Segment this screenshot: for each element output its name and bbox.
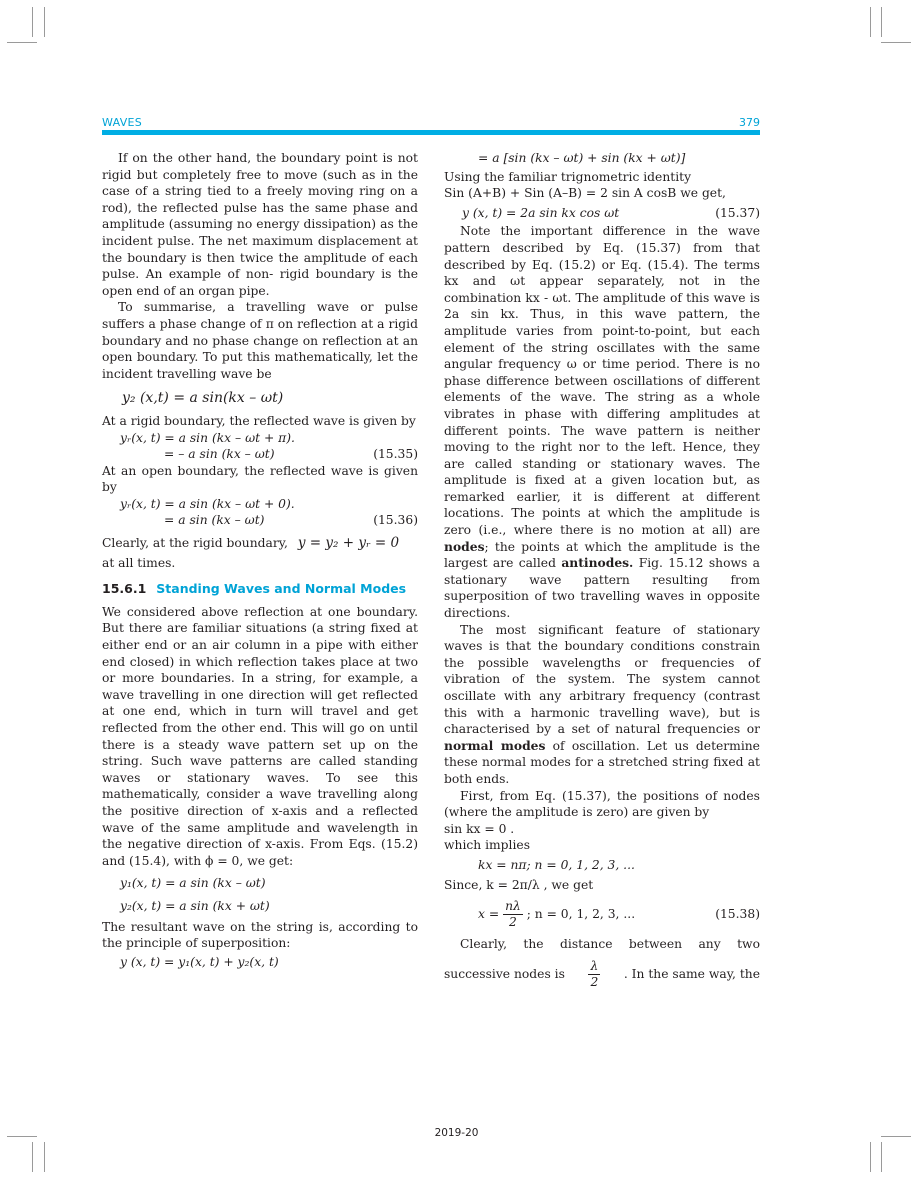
page-number: 379 [739,116,760,129]
denominator: 2 [509,915,517,930]
footer-year: 2019-20 [434,1127,479,1139]
rigid-boundary-line [102,535,418,552]
numerator: λ [588,959,600,975]
equation-incident: y₂ (x,t) = a sin(kx – ωt) [122,390,284,407]
paragraph [444,622,760,788]
text-line: Since, k = 2π/λ , we get [444,877,594,892]
paragraph: At a rigid boundary, the reflected wave is given by [102,413,416,428]
paragraph: First, from Eq. (15.37), the positions of nodes (where the amplitude is zero) are given by [444,788,760,820]
equation-text: = a sin (kx – ωt) [164,513,265,528]
crop-mark [881,42,911,43]
paragraph: If on the other hand, the boundary point is not rigid but completely free to move (such as in the case of a string tied to a freely moving ring on a rod), the reflected pulse has the same phase and amplitude (assuming no energy dissipation) as the incident pulse. The net maximum displacement at the boundary is then twice the amplitude of each pulse. An example of non- rigid boundary is the open end of an organ pipe. [102,151,418,298]
page-header [102,116,760,136]
right-column [444,150,760,990]
left-column [102,150,418,970]
text: ; the points at which the amplitude is the largest are called [444,539,760,571]
equation-superposition: y (x, t) = y₁(x, t) + y₂(x, t) [120,954,279,969]
equation-standing [444,205,760,222]
text-line: at all times. [102,555,176,570]
equation-kx: kx = nπ; n = 0, 1, 2, 3, ... [478,857,635,872]
paragraph: The resultant wave on the string is, according to the principle of superposition: [102,919,418,951]
crop-mark [870,7,871,37]
equation-number: (15.36) [373,513,418,528]
text: . In the same way, the [623,966,760,981]
subsection-heading [102,581,418,598]
equation-rigid-2 [102,446,418,463]
fraction [588,959,600,990]
crop-mark [44,1142,45,1172]
crop-mark [7,42,37,43]
paragraph [444,223,760,621]
heading-title: Standing Waves and Normal Modes [156,581,407,597]
numerator: nλ [505,899,521,914]
equation-open-1: yᵣ(x, t) = a sin (kx – ωt + 0). [120,496,295,511]
equation-lhs: x = [478,907,500,922]
text: of oscillation. Let us determine these normal modes for a stretched string fixed at both ends. [444,738,760,786]
equation-open-2 [102,512,418,529]
text: Clearly, at the rigid boundary, [102,536,288,551]
text-line: Sin (A+B) + Sin (A–B) = 2 sin A cosB we get, [444,186,726,201]
paragraph: To summarise, a travelling wave or pulse suffers a phase change of π on reflection at a rigid boundary and no phase change on reflection at an open boundary. To put this mathematically, let the incident travelling wave be [102,300,418,381]
text: The most significant feature of stationary waves is that the boundary conditions constrain the possible wavelengths or frequencies of vibration of the system. The system cannot oscillate with any arbitrary frequency (contrast this with a harmonic travelling wave), but is characterised by a set of natural frequencies or [444,622,760,737]
term-antinodes: antinodes. [561,555,634,571]
section-title: WAVES [102,116,143,129]
equation-body [478,899,635,930]
paragraph: At an open boundary, the reflected wave is given by [102,463,418,495]
header-rule [102,130,760,135]
equation-rigid-1: yᵣ(x, t) = a sin (kx – ωt + π). [120,430,295,445]
crop-mark [870,1142,871,1172]
text-line: which implies [444,838,531,853]
equation-number: (15.38) [715,907,760,922]
text-line [444,959,760,990]
equation-text: y (x, t) = 2a sin kx cos ωt [462,205,620,220]
fraction [503,899,523,930]
text: successive nodes is [444,966,565,981]
paragraph: Clearly, the distance between any two [460,937,760,952]
equation-y2: y₂(x, t) = a sin (kx + ωt) [120,898,270,913]
equation-node-positions [444,899,760,930]
crop-mark [32,7,33,37]
equation-number: (15.35) [373,447,418,462]
term-normal-modes: normal modes [444,737,546,753]
equation-text: = – a sin (kx – ωt) [164,447,275,462]
equation-sum-continued: = a [sin (kx – ωt) + sin (kx + ωt)] [478,151,686,165]
text: Note the important difference in the wave pattern described by Eq. (15.37) from that described by Eq. (15.2) or Eq. (15.4). The terms kx and ωt appear separately, not in the combination kx - ωt. The amplitude of this wave is 2a sin kx. Thus, in this wave pattern, the amplitude varies from point-to-point, but each element of the string oscillates with the same angular frequency ω or time period. There is no phase difference between oscillations of different elements of the wave. The string as a whole vibrates in phase with differing amplitudes at different points. The wave pattern is neither moving to the right nor to the left. Hence, they are called standing or stationary waves. The amplitude is fixed at a given location but, as remarked earlier, it is different at different locations. The points at which the amplitude is zero (i.e., where there is no motion at all) are [444,224,760,538]
equation-y1: y₁(x, t) = a sin (kx – ωt) [120,876,266,891]
denominator: 2 [590,974,599,989]
equation-number: (15.37) [715,205,760,220]
term-nodes: nodes [444,538,485,554]
crop-mark [881,1142,882,1172]
crop-mark [44,7,45,37]
crop-mark [32,1142,33,1172]
heading-number: 15.6.1 [102,581,147,597]
equation-sin-kx: sin kx = 0 . [444,821,515,836]
paragraph: We considered above reflection at one boundary. But there are familiar situations (a string fixed at either end or an air column in a pipe with either end closed) in which reflection takes place at two or more boundaries. In a string, for example, a wave travelling in one direction will get reflected at one end, which in turn will travel and get reflected from the other end. This will go on until there is a steady wave pattern set up on the string. Such wave patterns are called standing waves or stationary waves. To see this mathematically, consider a wave travelling along the positive direction of x-axis and a reflected wave of the same amplitude and wavelength in the negative direction of x-axis. From Eqs. (15.2) and (15.4), with ϕ = 0, we get: [102,604,418,868]
crop-mark [881,7,882,37]
equation-rhs: ; n = 0, 1, 2, 3, ... [526,907,636,922]
equation-inline: y = y₂ + yᵣ = 0 [297,535,400,552]
text: Fig. 15.12 shows a stationary wave pattern resulting from superposition of two travelling waves in opposite directions. [444,556,760,621]
text-line: Using the familiar trignometric identity [444,169,692,184]
